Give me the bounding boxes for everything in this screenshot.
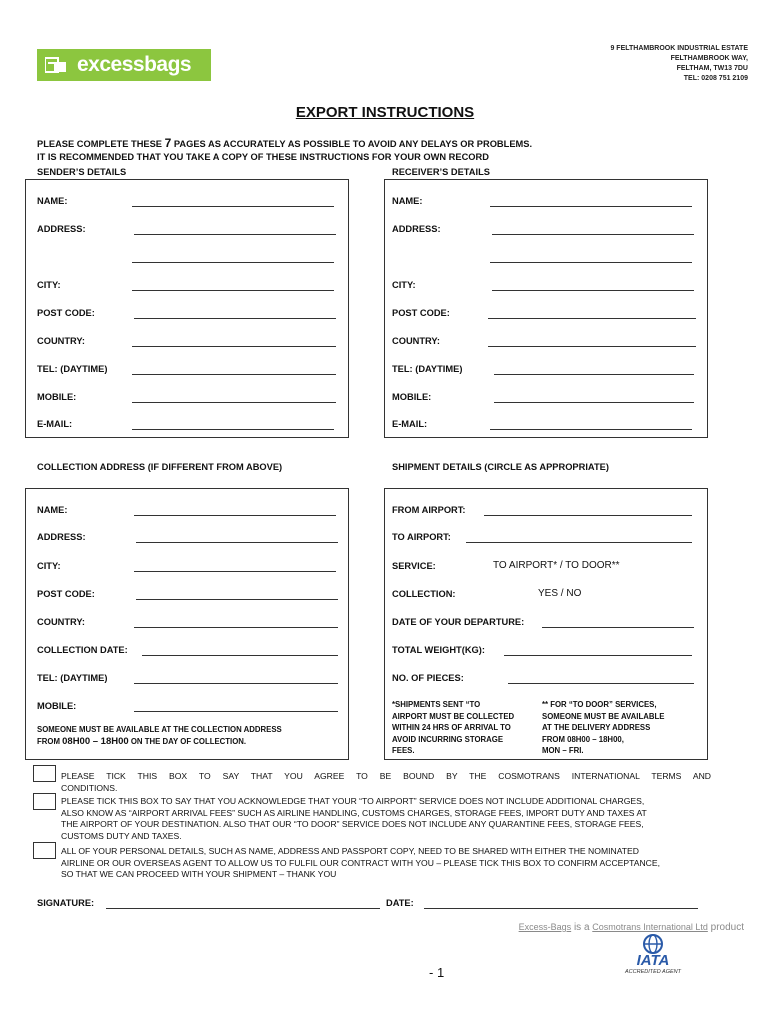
airport-charges-text: PLEASE TICK THIS BOX TO SAY THAT YOU ACKNOWLEDGE THAT YOUR “TO AIRPORT” SERVICE DOES NOT INCLUDE ADDITIONAL CHARGES, ALSO KNOW AS “AIRPORT ARRIVAL FEES” SUCH AS AIRLINE HANDLING, CUSTOMS CHARGES, STORAGE FEES, IMPORT DUTY AND TAXES AT THE AIRPORT OF YOUR DESTINATION. ALSO THAT OUR “TO DOOR” SERVICE DOES NOT INCLUDE ANY QUARANTINE FEES, STORAGE FEES, CUSTOMS DUTY AND TAXES.: [61, 796, 647, 841]
collection-mobile-label: MOBILE:: [37, 701, 77, 711]
sender-tel-label: TEL: (DAYTIME): [37, 364, 108, 374]
iata-subtitle: ACCREDITED AGENT: [624, 969, 682, 975]
receiver-name-field[interactable]: [490, 206, 692, 207]
personal-details-text: ALL OF YOUR PERSONAL DETAILS, SUCH AS NAME, ADDRESS AND PASSPORT COPY, NEED TO BE SHARED WITH EITHER THE NOMINATED AIRLINE OR OUR OVERSEAS AGENT TO ALLOW US TO FULFIL OUR CONTRACT WITH YOU – PLEASE TICK THIS BOX TO CONFIRM ACCEPTANCE, SO THAT WE CAN PROCEED WITH YOUR SHIPMENT – THANK YOU: [61, 846, 660, 880]
bag-logo-icon: [45, 56, 67, 74]
intro-line-2: IT IS RECOMMENDED THAT YOU TAKE A COPY OF THESE INSTRUCTIONS FOR YOUR OWN RECORD: [37, 152, 489, 162]
to-airport-label: TO AIRPORT:: [392, 532, 451, 542]
address-line: FELTHAMBROOK WAY,: [670, 55, 748, 62]
terms-checkbox[interactable]: [33, 765, 56, 782]
receiver-postcode-label: POST CODE:: [392, 308, 450, 318]
pieces-field[interactable]: [508, 683, 694, 684]
collection-date-field[interactable]: [142, 655, 338, 656]
receiver-address-field[interactable]: [492, 234, 694, 235]
excess-bags-link[interactable]: Excess-Bags: [518, 922, 572, 932]
receiver-name-label: NAME:: [392, 196, 423, 206]
receiver-tel-field[interactable]: [494, 374, 694, 375]
page-title: EXPORT INSTRUCTIONS: [295, 104, 475, 121]
door-service-note: ** FOR “TO DOOR” SERVICES, SOMEONE MUST BE AVAILABLE AT THE DELIVERY ADDRESS FROM 08H00 – 18H00, MON – FRI.: [542, 700, 665, 755]
sender-name-label: NAME:: [37, 196, 68, 206]
sender-country-field[interactable]: [132, 346, 336, 347]
from-airport-field[interactable]: [484, 515, 692, 516]
receiver-email-field[interactable]: [490, 429, 692, 430]
service-label: SERVICE:: [392, 561, 436, 571]
page-number: - 1: [429, 965, 445, 980]
address-line: 9 FELTHAMBROOK INDUSTRIAL ESTATE: [610, 45, 748, 52]
cosmotrans-link[interactable]: Cosmotrans International Ltd: [592, 922, 708, 932]
sender-email-field[interactable]: [132, 429, 334, 430]
receiver-address-label: ADDRESS:: [392, 224, 441, 234]
iata-name: IATA: [636, 952, 670, 969]
sender-mobile-label: MOBILE:: [37, 392, 77, 402]
sender-city-field[interactable]: [132, 290, 334, 291]
excessbags-logo: [37, 49, 211, 81]
address-line: FELTHAM, TW13 7DU: [676, 65, 748, 72]
iata-logo: [618, 934, 688, 978]
total-weight-label: TOTAL WEIGHT(KG):: [392, 645, 485, 655]
sender-city-label: CITY:: [37, 280, 61, 290]
sender-address-label: ADDRESS:: [37, 224, 86, 234]
collection-country-label: COUNTRY:: [37, 617, 86, 627]
sender-postcode-field[interactable]: [134, 318, 336, 319]
logo-text: excessbags: [77, 53, 192, 76]
collection-tel-label: TEL: (DAYTIME): [37, 673, 108, 683]
collection-label: COLLECTION:: [392, 589, 456, 599]
address-line: TEL: 0208 751 2109: [683, 75, 748, 82]
receiver-mobile-label: MOBILE:: [392, 392, 432, 402]
company-address: [610, 44, 748, 84]
product-line: Excess-Bags is a Cosmotrans International Ltd product: [518, 922, 744, 933]
collection-mobile-field[interactable]: [134, 711, 338, 712]
collection-country-field[interactable]: [134, 627, 338, 628]
collection-name-field[interactable]: [134, 515, 336, 516]
receiver-country-label: COUNTRY:: [392, 336, 441, 346]
pieces-label: NO. OF PIECES:: [392, 673, 464, 683]
collection-note: SOMEONE MUST BE AVAILABLE AT THE COLLECTION ADDRESS FROM 08H00 – 18H00 ON THE DAY OF COLLECTION.: [37, 725, 282, 747]
signature-label: SIGNATURE:: [37, 898, 95, 908]
sender-tel-field[interactable]: [132, 374, 336, 375]
collection-city-label: CITY:: [37, 561, 61, 571]
airport-service-note: *SHIPMENTS SENT “TO AIRPORT MUST BE COLLECTED WITHIN 24 HRS OF ARRIVAL TO AVOID INCURRING STORAGE FEES.: [392, 700, 515, 755]
collection-heading: COLLECTION ADDRESS (IF DIFFERENT FROM ABOVE): [37, 462, 283, 472]
collection-address-field[interactable]: [136, 542, 338, 543]
sender-postcode-label: POST CODE:: [37, 308, 95, 318]
sender-country-label: COUNTRY:: [37, 336, 86, 346]
sender-address-field-2[interactable]: [132, 262, 334, 263]
receiver-heading: RECEIVER’S DETAILS: [392, 167, 490, 177]
sender-email-label: E-MAIL:: [37, 419, 73, 429]
collection-postcode-label: POST CODE:: [37, 589, 95, 599]
collection-date-label: COLLECTION DATE:: [37, 645, 128, 655]
collection-city-field[interactable]: [134, 571, 336, 572]
receiver-city-field[interactable]: [492, 290, 694, 291]
to-airport-field[interactable]: [466, 542, 692, 543]
receiver-postcode-field[interactable]: [488, 318, 696, 319]
total-weight-field[interactable]: [504, 655, 692, 656]
terms-text: PLEASE TICK THIS BOX TO SAY THAT YOU AGREE TO BE BOUND BY THE COSMOTRANS INTERNATIONAL TERMS AND CONDITIONS.: [61, 771, 711, 793]
sender-heading: SENDER’S DETAILS: [37, 167, 127, 177]
departure-date-label: DATE OF YOUR DEPARTURE:: [392, 617, 525, 627]
from-airport-label: FROM AIRPORT:: [392, 505, 466, 515]
receiver-email-label: E-MAIL:: [392, 419, 428, 429]
intro-line-1: PLEASE COMPLETE THESE 7 PAGES AS ACCURATELY AS POSSIBLE TO AVOID ANY DELAYS OR PROBLEMS.: [37, 136, 533, 150]
sender-name-field[interactable]: [132, 206, 334, 207]
personal-details-checkbox[interactable]: [33, 842, 56, 859]
collection-address-label: ADDRESS:: [37, 532, 86, 542]
receiver-tel-label: TEL: (DAYTIME): [392, 364, 463, 374]
collection-options[interactable]: YES / NO: [538, 588, 582, 599]
signature-field[interactable]: [106, 908, 380, 909]
airport-charges-checkbox[interactable]: [33, 793, 56, 810]
sender-mobile-field[interactable]: [132, 402, 336, 403]
collection-name-label: NAME:: [37, 505, 68, 515]
shipment-heading: SHIPMENT DETAILS (CIRCLE AS APPROPRIATE): [392, 462, 609, 472]
date-label: DATE:: [386, 898, 414, 908]
collection-postcode-field[interactable]: [136, 599, 338, 600]
receiver-country-field[interactable]: [488, 346, 696, 347]
collection-tel-field[interactable]: [134, 683, 338, 684]
sender-address-field[interactable]: [134, 234, 336, 235]
receiver-address-field-2[interactable]: [490, 262, 692, 263]
service-options[interactable]: TO AIRPORT* / TO DOOR**: [493, 560, 620, 571]
receiver-city-label: CITY:: [392, 280, 416, 290]
date-field[interactable]: [424, 908, 698, 909]
departure-date-field[interactable]: [542, 627, 694, 628]
receiver-mobile-field[interactable]: [494, 402, 694, 403]
